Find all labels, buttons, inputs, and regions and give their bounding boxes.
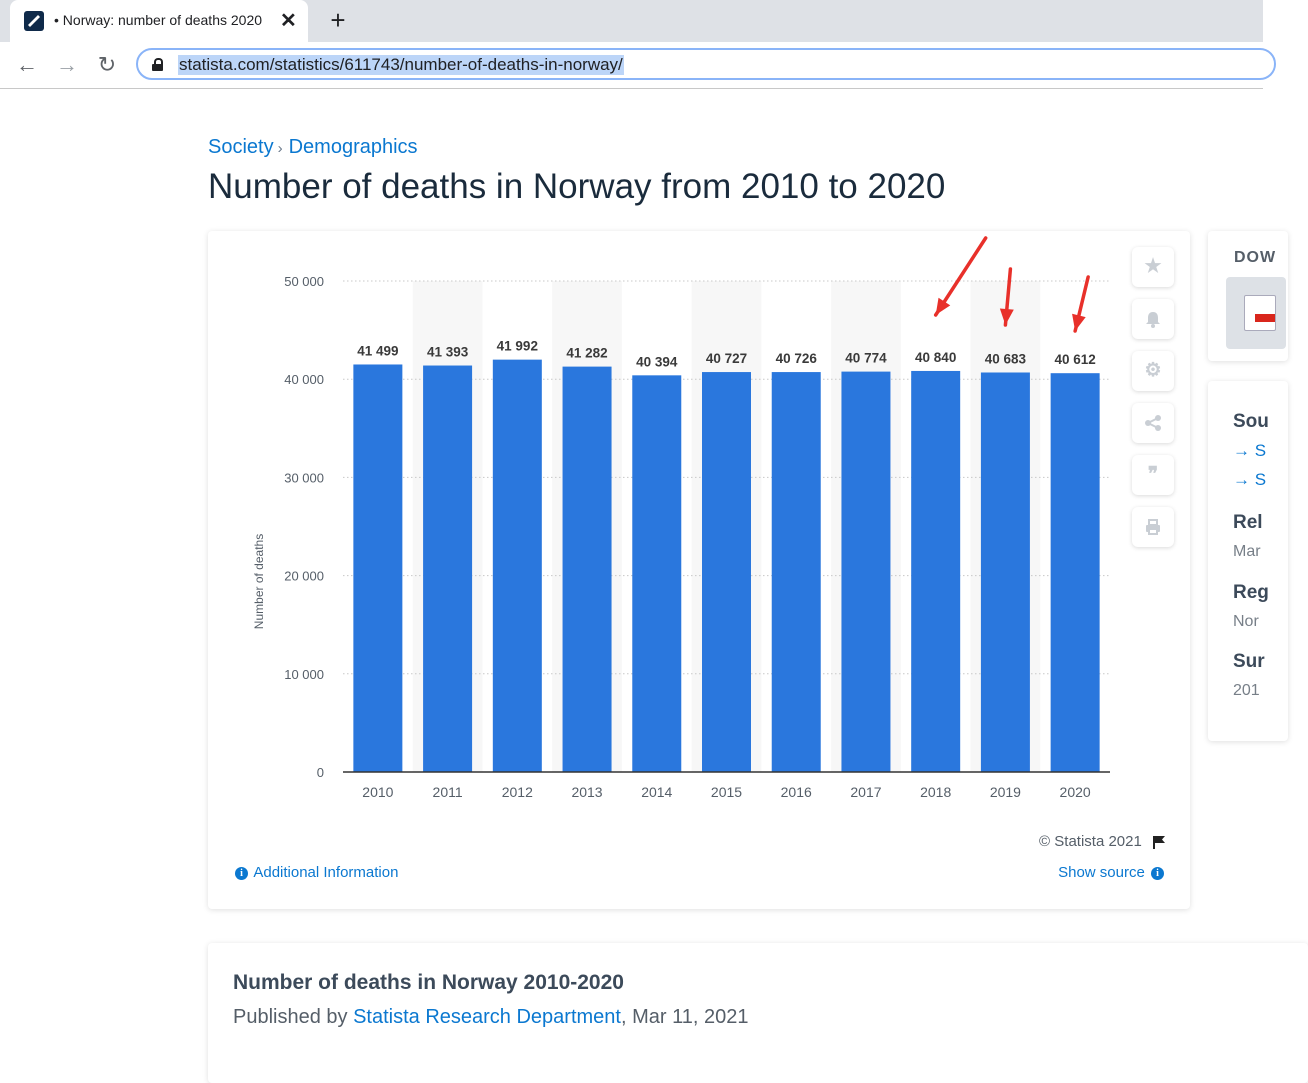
x-tick-label: 2020: [1059, 784, 1091, 800]
back-icon[interactable]: ←: [16, 52, 38, 77]
data-label: 40 683: [984, 351, 1027, 367]
star-icon[interactable]: ★: [1132, 247, 1174, 287]
y-axis-label: Number of deaths: [252, 533, 266, 630]
breadcrumb-demographics[interactable]: Demographics: [288, 136, 418, 158]
y-tick-label: 50 000: [284, 274, 324, 289]
y-tick-label: 20 000: [284, 568, 324, 584]
show-source-label: Show source: [1058, 864, 1145, 881]
copyright-notice: [1039, 833, 1166, 850]
download-panel: [1208, 231, 1288, 361]
gear-icon[interactable]: ⚙: [1132, 351, 1174, 391]
breadcrumb-separator: ›: [277, 140, 283, 157]
quote-icon[interactable]: ❞: [1132, 455, 1174, 495]
bar: [493, 360, 542, 772]
data-label: 40 774: [845, 350, 887, 366]
bar: [1051, 373, 1100, 772]
release-date: Mar: [1233, 543, 1261, 560]
x-tick-label: 2019: [989, 784, 1021, 800]
published-prefix: Published by: [233, 1006, 354, 1028]
survey-value: 201: [1233, 682, 1260, 699]
y-tick-label: 10 000: [284, 666, 324, 682]
bar: [911, 371, 960, 772]
y-tick-label: 30 000: [284, 470, 324, 486]
x-tick-label: 2014: [641, 784, 673, 800]
bar: [563, 367, 612, 772]
copyright-text: © Statista 2021: [1039, 833, 1142, 850]
source-link[interactable]: → S: [1233, 470, 1267, 489]
bar: [981, 372, 1030, 772]
bar: [353, 364, 402, 772]
x-tick-label: 2013: [571, 784, 603, 800]
chart-card: [208, 231, 1190, 909]
source-link[interactable]: → S: [1233, 441, 1267, 460]
page-title: Number of deaths in Norway from 2010 to 2020: [208, 167, 946, 206]
data-label: 40 840: [915, 349, 957, 365]
y-tick-label: 40 000: [284, 372, 324, 388]
statista-favicon-icon: [24, 11, 44, 31]
bar: [423, 366, 472, 772]
annotation-arrowhead: [936, 298, 951, 315]
info-panel: [1208, 381, 1288, 741]
browser-tab[interactable]: [10, 0, 308, 42]
share-icon[interactable]: [1132, 403, 1174, 443]
pdf-download-button[interactable]: [1226, 277, 1286, 349]
info-icon: i: [1151, 867, 1164, 880]
data-label: 41 393: [426, 344, 469, 360]
address-bar[interactable]: [136, 48, 1276, 80]
publish-date: , Mar 11, 2021: [620, 1006, 749, 1028]
data-label: 40 727: [705, 351, 748, 367]
tab-title: • Norway: number of deaths 2020: [54, 12, 263, 28]
download-label: DOW: [1234, 249, 1277, 266]
browser-toolbar: [0, 42, 1263, 89]
x-tick-label: 2010: [362, 784, 394, 800]
region-value: Nor: [1233, 613, 1259, 630]
x-tick-label: 2018: [920, 784, 952, 800]
source-heading: Sou: [1233, 411, 1269, 432]
browser-tab-strip: [0, 0, 1263, 42]
region-heading: Reg: [1233, 582, 1269, 603]
bar: [632, 375, 681, 772]
lock-icon[interactable]: [152, 58, 163, 70]
reload-icon[interactable]: ↻: [97, 52, 117, 77]
breadcrumb: [208, 136, 418, 159]
survey-heading: Sur: [1233, 651, 1265, 672]
flag-icon[interactable]: [1152, 835, 1166, 849]
publisher-link[interactable]: Statista Research Department: [353, 1006, 621, 1028]
bar-chart: [208, 231, 1190, 831]
bar: [702, 372, 751, 772]
data-label: 40 612: [1054, 352, 1096, 368]
new-tab-button[interactable]: +: [330, 5, 346, 35]
x-tick-label: 2016: [780, 784, 812, 800]
forward-icon[interactable]: →: [56, 52, 78, 77]
data-label: 41 282: [566, 345, 608, 361]
data-label: 40 726: [775, 351, 817, 367]
data-label: 41 992: [496, 338, 538, 354]
x-tick-label: 2012: [501, 784, 533, 800]
tab-close-icon[interactable]: ✕: [280, 10, 297, 32]
print-icon[interactable]: [1132, 507, 1174, 547]
bell-icon[interactable]: [1132, 299, 1174, 339]
pdf-icon: [1244, 295, 1276, 331]
additional-information-link[interactable]: [233, 864, 398, 881]
description-card: [208, 943, 1308, 1083]
x-tick-label: 2015: [710, 784, 743, 800]
url-text[interactable]: statista.com/statistics/611743/number-of-deaths-in-norway/: [179, 55, 623, 74]
info-icon: i: [235, 867, 248, 880]
bar: [841, 372, 890, 772]
published-by: [233, 1006, 748, 1029]
description-title: Number of deaths in Norway 2010-2020: [233, 971, 624, 994]
release-heading: Rel: [1233, 512, 1263, 533]
show-source-link[interactable]: [1058, 864, 1166, 881]
data-label: 41 499: [357, 343, 399, 359]
additional-information-label: Additional Information: [253, 864, 399, 881]
y-tick-label: 0: [316, 765, 324, 780]
x-tick-label: 2011: [432, 784, 463, 800]
data-label: 40 394: [636, 354, 678, 370]
bar: [772, 372, 821, 772]
breadcrumb-society[interactable]: Society: [208, 136, 274, 158]
x-tick-label: 2017: [850, 784, 882, 800]
